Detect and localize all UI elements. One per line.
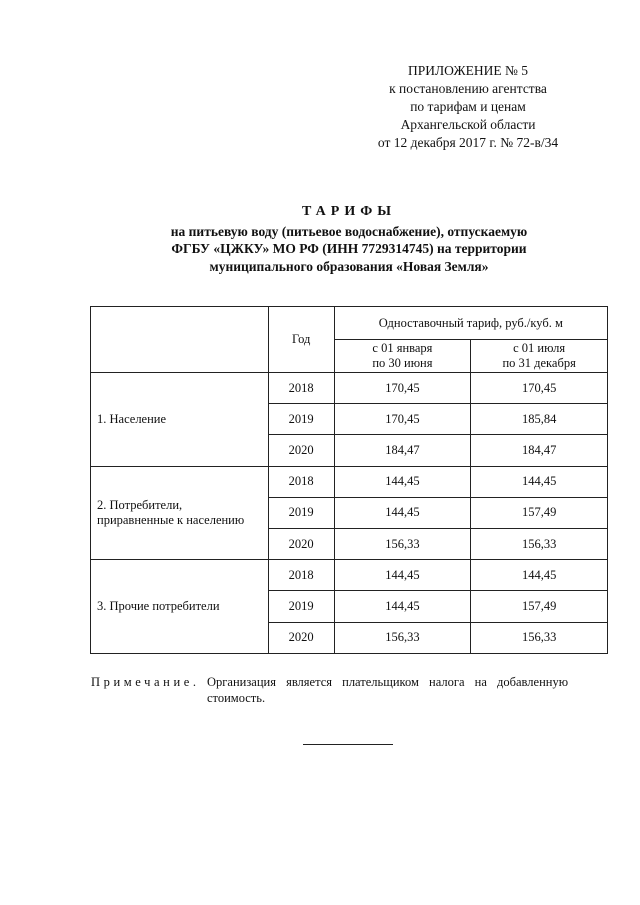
document-title: [90, 203, 608, 275]
tariff-cell-period-1: 144,45: [334, 591, 471, 622]
table-row: [91, 466, 608, 497]
note-text-line-2: стоимость.: [207, 691, 266, 705]
header-period-1-line-1: с 01 января: [372, 341, 433, 355]
tariff-cell-period-2: 144,45: [471, 560, 608, 591]
tariff-cell-period-2: 170,45: [471, 373, 608, 404]
year-cell: 2020: [268, 528, 334, 559]
header-year: Год: [268, 307, 334, 373]
note-label: Примечание.: [91, 675, 200, 689]
header-period-2-line-2: по 31 декабря: [502, 356, 576, 370]
tariff-cell-period-1: 156,33: [334, 622, 471, 653]
group-label: [91, 466, 269, 560]
tariff-cell-period-1: 184,47: [334, 435, 471, 466]
appendix-header: [348, 62, 588, 152]
header-period-1: [334, 340, 471, 373]
tariff-cell-period-2: 157,49: [471, 591, 608, 622]
year-cell: 2019: [268, 497, 334, 528]
group-label-line-1: 3. Прочие потребители: [97, 598, 220, 613]
note-line-1: [91, 674, 607, 690]
title-line-1: на питьевую воду (питьевое водоснабжение), отпускаемую: [170, 223, 528, 239]
appendix-line-4: Архангельской области: [400, 117, 536, 132]
tariff-cell-period-2: 156,33: [471, 528, 608, 559]
tariff-cell-period-1: 156,33: [334, 528, 471, 559]
year-cell: 2018: [268, 373, 334, 404]
group-label-line-2: приравненные к населению: [97, 512, 245, 527]
header-blank-cell: [91, 307, 269, 373]
group-label-line-1: 1. Население: [97, 411, 167, 426]
appendix-line-2: к постановлению агентства: [389, 81, 547, 96]
year-cell: 2019: [268, 404, 334, 435]
year-cell: 2018: [268, 466, 334, 497]
table-header-row: [91, 307, 608, 340]
year-cell: 2020: [268, 622, 334, 653]
tariff-cell-period-2: 156,33: [471, 622, 608, 653]
table-row: [91, 560, 608, 591]
title-line-2: ФГБУ «ЦЖКУ» МО РФ (ИНН 7729314745) на территории: [171, 241, 527, 256]
year-cell: 2019: [268, 591, 334, 622]
appendix-line-1: ПРИЛОЖЕНИЕ № 5: [407, 63, 529, 78]
tariff-cell-period-1: 170,45: [334, 373, 471, 404]
tariff-cell-period-1: 144,45: [334, 497, 471, 528]
tariff-cell-period-2: 185,84: [471, 404, 608, 435]
header-tariff: Одноставочный тариф, руб./куб. м: [334, 307, 607, 340]
group-label: [91, 560, 269, 654]
tariff-cell-period-2: 157,49: [471, 497, 608, 528]
appendix-line-5: от 12 декабря 2017 г. № 72-в/34: [377, 135, 559, 150]
title-line-3: муниципального образования «Новая Земля»: [209, 258, 489, 274]
title-main: ТАРИФЫ: [302, 204, 396, 219]
tariff-cell-period-2: 144,45: [471, 466, 608, 497]
note-text-line-1: Организация является плательщиком налога на добавленную: [207, 675, 569, 689]
header-period-2: [471, 340, 608, 373]
tariff-cell-period-1: 144,45: [334, 560, 471, 591]
tariff-cell-period-1: 170,45: [334, 404, 471, 435]
group-label: [91, 373, 269, 467]
group-label-line-1: 2. Потребители,: [97, 497, 183, 512]
closing-rule: [303, 744, 393, 745]
tariff-cell-period-2: 184,47: [471, 435, 608, 466]
note: [91, 674, 607, 706]
tariff-cell-period-1: 144,45: [334, 466, 471, 497]
table-row: [91, 373, 608, 404]
header-period-2-line-1: с 01 июля: [513, 341, 566, 355]
year-cell: 2018: [268, 560, 334, 591]
year-cell: 2020: [268, 435, 334, 466]
header-period-1-line-2: по 30 июня: [372, 356, 433, 370]
appendix-line-3: по тарифам и ценам: [410, 99, 526, 114]
tariff-table: [90, 306, 608, 654]
